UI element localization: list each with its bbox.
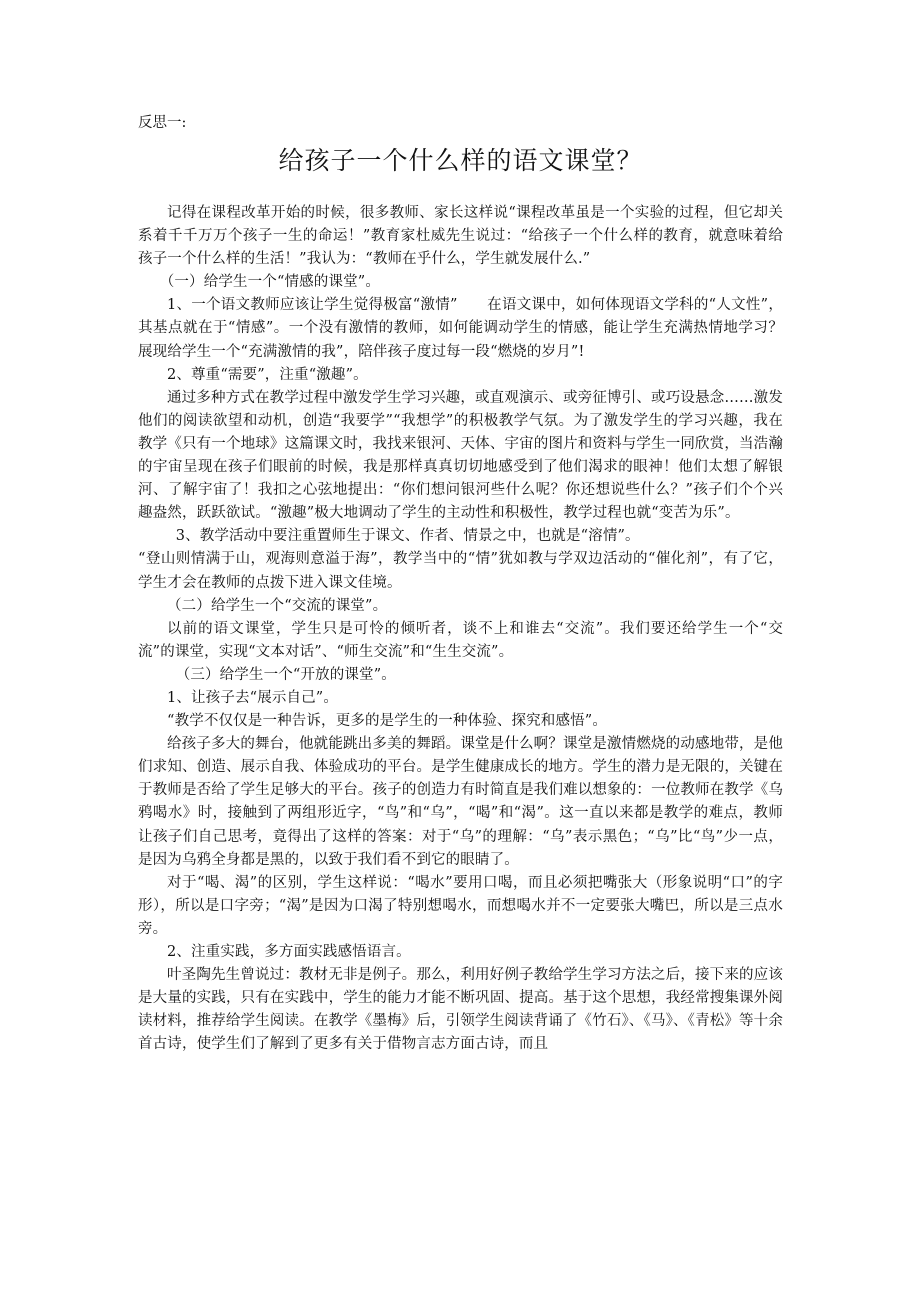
quote: “教学不仅仅是一种告诉，更多的是学生的一种体验、探究和感悟”。 [167, 713, 607, 730]
subheading: 2、尊重“需要”，注重“激趣”。 [167, 366, 368, 383]
paragraph: 1、一个语文教师应该让学生觉得极富“激情” 在语文课中，如何体现语文学科的“人文性”，其基点就在于“情感”。一个没有激情的教师，如何能调动学生的情感，能让学生充满热情地学习？展现给学生一个“充满激情的我”，陪伴孩子度过每一段“燃烧的岁月”! [138, 297, 783, 360]
paragraph: 通过多种方式在教学过程中激发学生学习兴趣，或直观演示、或旁征博引、或巧设悬念……激发他们的阅读欲望和动机，创造“我要学”“我想学”的积极教学气氛。为了激发学生的学习兴趣，我在教学《只有一个地球》这篇课文时，我找来银河、天体、宇宙的图片和资料与学生一同欣赏，当浩瀚的宇宙呈现在孩子们眼前的时候，我是那样真真切切地感受到了他们渴求的眼神！他们太想了解银河、了解宇宙了！我扣之心弦地提出：“你们想问银河些什么呢？你还想说些什么？”孩子们个个兴趣盎然，跃跃欲试。“激趣”极大地调动了学生的主动性和积极性，教学过程也就“变苦为乐”。 [138, 389, 783, 522]
subheading: 1、让孩子去“展示自己”。 [167, 689, 339, 706]
paragraph: “登山则情满于山，观海则意溢于海”，教学当中的“情”犹如教与学双边活动的“催化剂”，有了它，学生才会在教师的点拨下进入课文佳境。 [138, 551, 783, 591]
subheading: 2、注重实践，多方面实践感悟语言。 [167, 944, 411, 960]
section-heading: （三）给学生一个“开放的课堂”。 [175, 666, 396, 683]
document-page [138, 112, 783, 1056]
document-title: 给孩子一个什么样的语文课堂？ [278, 146, 643, 175]
paragraph: 记得在课程改革开始的时候，很多教师、家长这样说“课程改革虽是一个实验的过程，但它却关系着千千万万个孩子一生的命运！”教育家杜威先生说过：“给孩子一个什么样的教育，就意味着给孩子一个什么样的生活！”我认为：“教师在乎什么，学生就发展什么.” [138, 205, 783, 268]
section-heading: （一）给学生一个“情感的课堂”。 [159, 274, 380, 291]
paragraph: 对于“喝、渴”的区别，学生这样说：“喝水”要用口喝，而且必须把嘴张大（形象说明“口”的字形），所以是口字旁；“渴”是因为口渴了特别想喝水，而想喝水并不一定要张大嘴巴，所以是三点水旁。 [138, 874, 783, 937]
document-body [138, 202, 783, 1056]
paragraph: 以前的语文课堂，学生只是可怜的倾听者，谈不上和谁去“交流”。我们要还给学生一个“交流”的课堂，实现“文本对话”、“师生交流”和“生生交流”。 [138, 620, 783, 660]
subheading: 3、教学活动中要注重置师生于课文、作者、情景之中，也就是“溶情”。 [175, 528, 640, 545]
section-heading: （二）给学生一个“交流的课堂”。 [167, 597, 388, 614]
paragraph: 叶圣陶先生曾说过：教材无非是例子。那么，利用好例子教给学生学习方法之后，接下来的应该是大量的实践，只有在实践中，学生的能力才能不断巩固、提高。基于这个思想，我经常搜集课外阅读材料，推荐给学生阅读。在教学《墨梅》后，引领学生阅读背诵了《竹石》、《马》、《青松》等十余首古诗，使学生们了解到了更多有关于借物言志方面古诗，而且 [138, 967, 783, 1053]
document-label: 反思一: [138, 115, 187, 131]
paragraph: 给孩子多大的舞台，他就能跳出多美的舞蹈。课堂是什么啊？课堂是激情燃烧的动感地带，是他们求知、创造、展示自我、体验成功的平台。是学生健康成长的地方。学生的潜力是无限的，关键在于教师是否给了学生足够大的平台。孩子的创造力有时简直是我们难以想象的：一位教师在教学《乌鸦喝水》时，接触到了两组形近字，“鸟”和“乌”，“喝”和“渴”。这一直以来都是教学的难点，教师让孩子们自己思考，竟得出了这样的答案：对于“乌”的理解：“乌”表示黑色；“乌”比“鸟”少一点，是因为乌鸦全身都是黑的，以致于我们看不到它的眼睛了。 [138, 736, 783, 868]
